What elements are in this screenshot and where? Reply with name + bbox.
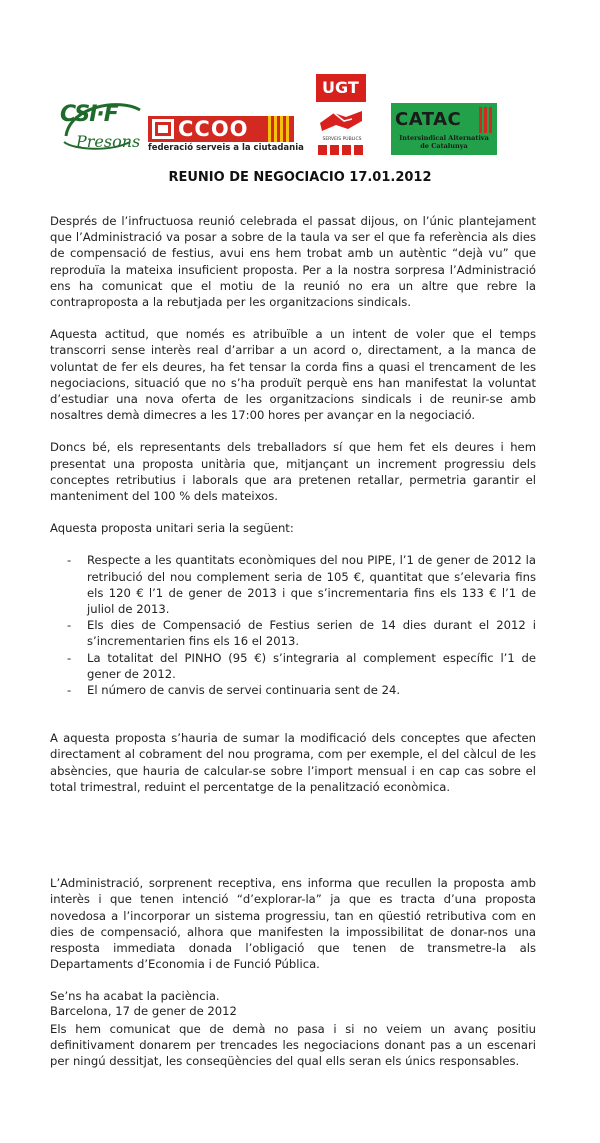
ccoo-logo-text: CCOO [178,117,249,141]
csif-presons-logo [60,96,144,158]
list-dash: - [67,553,72,568]
list-item-text: Respecte a les quantitats econòmiques del nou PIPE, l’1 de gener de 2012 la retribució del nou complement seria de 105 €, quantitat que s’elevaria fins els 120 € l’1 de gener de 2013 i que s’incrementaria fins els 133 € l’1 de juliol de 2013. [87,553,536,617]
paragraph-attitude: Aquesta actitud, que només es atribuïble a un intent de voler que el temps transcorri sense interès real d’arribar a un acord o, directament, a la manca de voluntat de fer els deures, ha fet tensar la corda fins a quasi el trencament de les negociacions, situació que no s’ha produït perquè ens han manifestat la voluntat d’estudiar una nova oferta de les organitzacions sindicals i de reunir-se amb nosaltres demà dimecres a les 17:00 hores per avançar en la negociació. [50,327,536,423]
catac-logo-box [391,103,497,155]
document-body [50,213,536,1069]
ugt-stripes-graphic [316,145,366,155]
paragraph-list-intro: Aquesta proposta unitari seria la següent: [50,521,294,536]
ccoo-logo-box [148,116,294,142]
csif-logo-text: CSI·F [60,102,118,127]
list-item [50,682,536,698]
logo-header [0,0,600,165]
list-item-text: Els dies de Compensació de Festius serien de 14 dies durant el 2012 i s’incrementarien fins els 16 el 2013. [87,618,536,649]
paragraph-proposal: Doncs bé, els representants dels treballadors sí que hem fet els deures i hem presentat una proposta unitària que, mitjançant un increment progressiu dels conceptes retributius i laborals que ara pretenen retallar, permetria garantir el manteniment del 100 % dels mateixos. [50,440,536,504]
list-item [50,650,536,682]
csif-logo-subtitle: Presons [76,132,141,151]
handshake-icon [316,103,366,137]
catalan-flag-icon [152,116,174,142]
paragraph-patience: Se’ns ha acabat la paciència. [50,989,220,1004]
ugt-logo-text: UGT [322,78,359,97]
proposal-list [50,552,536,698]
list-item [50,552,536,617]
ugt-logo [316,74,366,156]
ccoo-logo-subtitle: federació serveis a la ciutadania [148,143,304,153]
list-dash: - [67,618,72,633]
paragraph-ultimatum: Els hem comunicat que de demà no pasa i si no veiem un avanç positiu definitivament donarem per trencades les negociacions donant pas a un escenari per ningú dessitjat, les conseqüències del qual ells seran els únics responsables. [50,1021,536,1068]
senyera-stripes-icon [268,116,292,142]
ccoo-logo [148,116,304,154]
catac-emblem-icon [479,107,495,133]
catac-logo-text: CATAC [395,109,462,130]
list-item-text: El número de canvis de servei continuaria sent de 24. [87,683,401,698]
list-dash: - [67,683,72,698]
paragraph-absences: A aquesta proposta s’hauria de sumar la modificació dels conceptes que afecten directament al cobrament del nou programa, com per exemple, el del càlcul de les absències, que hauria de calcular-se sobre l’import mensual i en cap cas sobre el total trimestral, reduint el percentatge de la penalització econòmica. [50,731,536,794]
paragraph-administration-response: L’Administració, sorprenent receptiva, ens informa que recullen la proposta amb interès i que tenen intenció “d’explorar-la” ja que es tracta d’una proposta novedosa a l’incorporar un sistema progressiu, tan en qüestió retributiva com en dies de compensació, alhora que manifesten la impossibilitat de donar-nos una resposta immediata donada l’obligació que tenen de transmetre-la als Departaments d’Economia i de Funció Pública. [50,876,536,972]
signature-date: Barcelona, 17 de gener de 2012 [50,1004,237,1018]
ugt-logo-subtitle: SERVEIS PÚBLICS [322,137,362,142]
ugt-logo-box [316,74,366,102]
list-item [50,617,536,649]
page-title: REUNIO DE NEGOCIACIO 17.01.2012 [168,170,432,185]
catac-logo-subtitle: Intersindical Alternativa de Catalunya [399,134,489,150]
list-item-text: La totalitat del PINHO (95 €) s’integraria al complement específic l’1 de gener de 2012. [87,650,536,681]
paragraph-intro: Després de l’infructuosa reunió celebrada el passat dijous, on l’únic plantejament que l’Administració va posar a sobre de la taula va ser el que fa referència als dies de compensació de festius, avui ens hem trobat amb un autèntic “dejà vu” que reproduïa la mateixa insuficient proposta. Per a la nostra sorpresa l’Administració ens ha comunicat que el motiu de la reunió no era un altre que rebre la contraproposta a la rebutjada per les organitzacions sindicals. [50,214,536,310]
list-dash: - [67,650,72,665]
catac-logo [391,103,497,155]
